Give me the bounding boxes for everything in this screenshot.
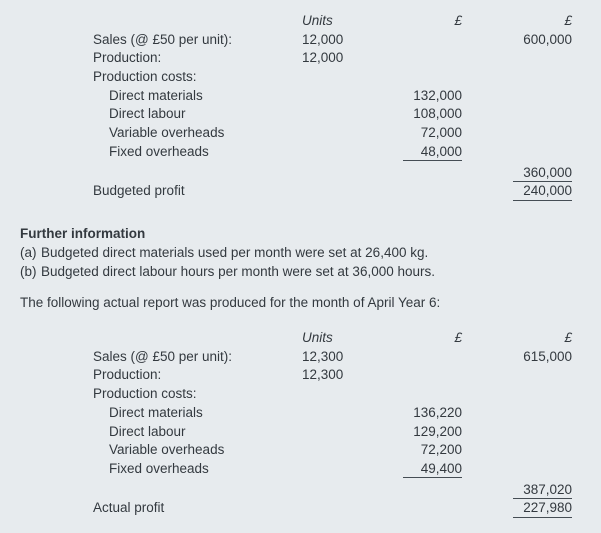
amount-column-2-cell [462,460,572,479]
amount-value: 72,000 [420,125,462,141]
amount-column-1-cell [380,441,462,460]
amount-value: 615,000 [523,348,572,364]
row-label [93,164,302,183]
actual-report-table [93,329,601,518]
list-text-a: Budgeted direct materials used per month were set at 26,400 kg. [41,245,429,261]
row-label: Direct materials [109,87,203,103]
row-label: Variable overheads [109,442,225,458]
amount-column-1-cell [380,460,462,479]
units-value [302,499,380,518]
list-marker-b: (b) [20,264,37,280]
amount-column-2-cell [462,423,572,442]
amount-column-2-cell [462,404,572,423]
pound-column-header-1: £ [454,13,462,28]
list-text-b: Budgeted direct labour hours per month were set at 36,000 hours. [41,264,435,280]
amount-value: 227,980 [513,500,572,518]
amount-value: 387,020 [513,482,572,500]
units-value: 12,300 [302,367,344,383]
table-row [93,499,601,518]
units-value: 12,000 [302,31,344,47]
amount-column-2-cell [462,182,572,201]
row-label: Production costs: [93,69,197,85]
amount-value: 49,400 [403,461,462,479]
list-item-b [20,262,601,281]
further-information-section [20,224,601,282]
amount-value: 360,000 [513,165,572,183]
amount-value: 72,200 [420,442,462,458]
amount-column-2-cell [462,87,572,106]
units-value [302,423,380,442]
row-label: Production costs: [93,386,197,402]
table-row [93,348,601,367]
amount-column-1-cell [380,164,462,183]
table-row [93,460,601,479]
table-row [93,404,601,423]
amount-column-2-cell [462,143,572,162]
row-label: Direct labour [109,106,186,122]
amount-column-2-cell [462,481,572,500]
amount-column-1-cell [380,124,462,143]
table-row [93,124,601,143]
table-row [93,366,601,385]
table-row [93,49,601,68]
row-label: Direct materials [109,404,203,420]
amount-column-2-cell [462,366,572,385]
row-label [93,481,302,500]
amount-column-2-cell [462,348,572,367]
table-row [93,423,601,442]
amount-column-1-cell [380,87,462,106]
actual-report-intro: The following actual report was produced for the month of April Year 6: [20,294,441,310]
pound-column-header-2: £ [564,13,572,28]
amount-column-1-cell [380,31,462,50]
further-information-heading: Further information [20,225,146,241]
amount-column-2-cell [462,124,572,143]
units-column-header: Units [302,13,333,28]
units-value: 12,300 [302,348,344,364]
table-row [93,68,601,87]
amount-column-2-cell [462,385,572,404]
row-label: Sales (@ £50 per unit): [93,31,233,47]
units-value [302,87,380,106]
table-row [93,164,601,183]
row-label: Direct labour [109,423,186,439]
amount-column-1-cell [380,348,462,367]
table-row [93,385,601,404]
header-spacer-cell [93,329,302,348]
table-header-row [93,329,601,348]
amount-value: 108,000 [413,106,462,122]
amount-column-1-cell [380,481,462,500]
amount-column-2-cell [462,68,572,87]
amount-column-2-cell [462,164,572,183]
amount-column-1-cell [380,105,462,124]
amount-column-2-cell [462,441,572,460]
amount-column-1-cell [380,143,462,162]
amount-column-2-cell [462,31,572,50]
units-value [302,481,380,500]
pound-column-header-1: £ [454,330,462,346]
amount-column-1-cell [380,68,462,87]
units-value [302,441,380,460]
row-label: Budgeted profit [93,183,185,199]
units-value [302,460,380,479]
units-value [302,124,380,143]
amount-column-2-cell [462,105,572,124]
row-label: Production: [93,50,162,66]
table-row [93,87,601,106]
row-label: Actual profit [93,500,165,516]
amount-column-1-cell [380,404,462,423]
list-marker-a: (a) [20,245,37,261]
table-row [93,31,601,50]
table-row [93,143,601,162]
units-value [302,404,380,423]
table-row [93,481,601,500]
amount-value: 136,220 [413,404,462,420]
units-column-header: Units [302,330,333,346]
table-row [93,182,601,201]
amount-value: 240,000 [513,183,572,201]
amount-value: 129,200 [413,423,462,439]
row-label: Fixed overheads [109,143,209,159]
row-label: Variable overheads [109,125,225,141]
units-value [302,164,380,183]
amount-value: 600,000 [523,31,572,47]
amount-column-1-cell [380,385,462,404]
amount-value: 132,000 [413,87,462,103]
amount-column-1-cell [380,423,462,442]
units-value [302,105,380,124]
table-header-row [93,12,601,31]
amount-column-2-cell [462,49,572,68]
amount-column-1-cell [380,499,462,518]
row-label: Fixed overheads [109,460,209,476]
units-value: 12,000 [302,50,344,66]
amount-column-1-cell [380,182,462,201]
amount-column-2-cell [462,499,572,518]
amount-column-1-cell [380,366,462,385]
amount-value: 48,000 [403,144,462,162]
row-label: Production: [93,367,162,383]
units-value [302,182,380,201]
table-row [93,105,601,124]
units-value [302,385,380,404]
pound-column-header-2: £ [564,330,572,346]
list-item-a [20,243,601,262]
row-label: Sales (@ £50 per unit): [93,348,233,364]
header-spacer-cell [93,12,302,31]
budget-table [93,0,601,201]
table-row [93,441,601,460]
amount-column-1-cell [380,49,462,68]
units-value [302,68,380,87]
units-value [302,143,380,162]
